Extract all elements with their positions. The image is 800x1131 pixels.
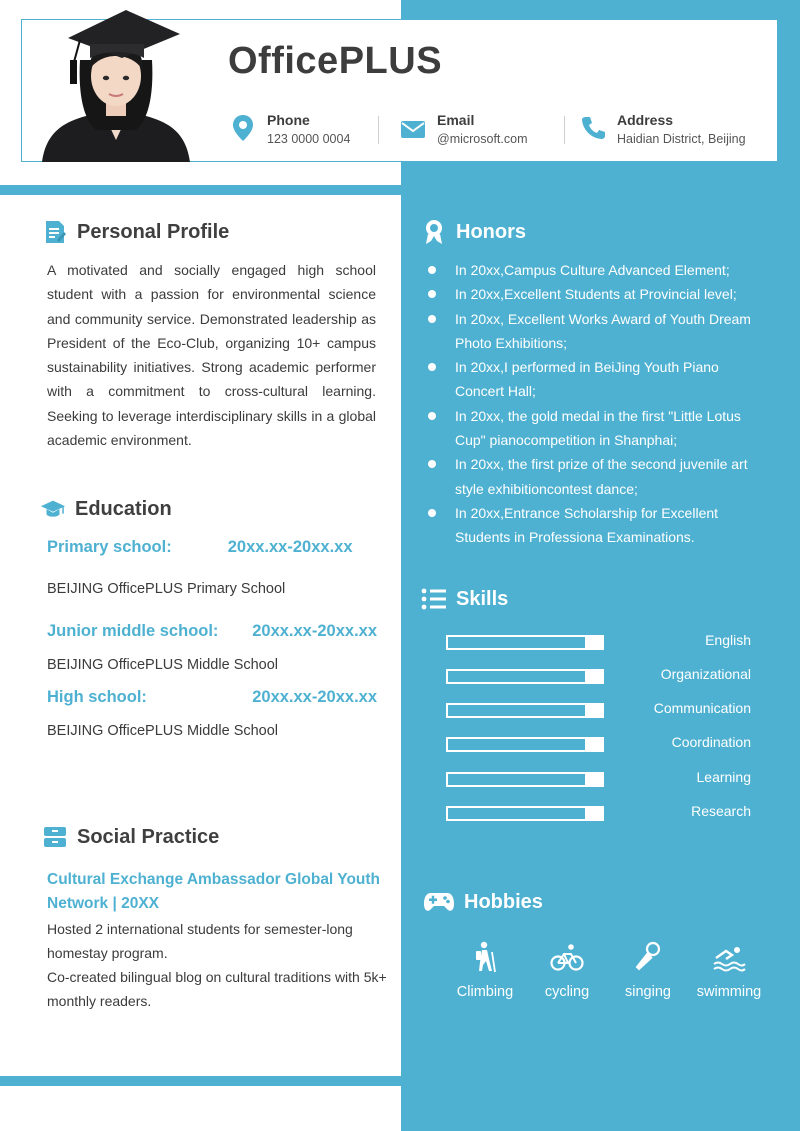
hobby-label: singing	[625, 984, 671, 1000]
skill-row	[446, 734, 751, 753]
contact-label: Address	[617, 112, 674, 128]
section-title-text: Hobbies	[464, 890, 543, 913]
hobby-label: swimming	[696, 984, 762, 1000]
bicycle-icon	[550, 940, 584, 974]
gamepad-icon	[423, 889, 455, 915]
section-title-text: Education	[75, 497, 172, 520]
microphone-icon	[631, 940, 665, 974]
document-icon	[42, 219, 68, 245]
education-level: Junior middle school:	[47, 622, 219, 640]
profile-photo	[40, 0, 192, 162]
skill-name: Organizational	[660, 666, 751, 682]
contact-value: 123 0000 0004	[267, 132, 351, 146]
resume-name: OfficePLUS	[228, 40, 443, 82]
skill-name: Learning	[696, 769, 751, 785]
skill-row	[446, 769, 751, 788]
skill-bar-fill	[448, 671, 585, 682]
skill-row	[446, 803, 751, 822]
hobby-item	[688, 940, 770, 1000]
education-level: High school:	[47, 688, 147, 706]
skill-bar-fill	[448, 774, 585, 785]
section-title-profile	[42, 219, 229, 245]
profile-paragraph: A motivated and socially engaged high school student with a passion for environmental science and community service. Demonstrated leadership as President of the Eco-Club, organizing 10+ campus sustainability initiatives. Strong academic performer with a commitment to cross-cultural learning. Seeking to leverage interdisciplinary skills in a global academic environment.	[47, 262, 376, 449]
list-item: In 20xx, the first prize of the second juvenile art style exhibitioncontest dance;	[425, 452, 770, 501]
hobby-label: Climbing	[456, 984, 514, 1000]
skill-bar	[446, 703, 604, 718]
graduation-cap-icon	[40, 496, 66, 522]
contact-phone	[230, 112, 370, 152]
section-title-honors	[421, 219, 526, 245]
section-title-skills	[421, 586, 508, 612]
phone-icon	[580, 114, 606, 142]
skill-row	[446, 632, 751, 651]
mail-icon	[400, 114, 426, 142]
section-title-text: Personal Profile	[77, 220, 230, 243]
skill-bar-fill	[448, 739, 585, 750]
skill-bar-fill	[448, 808, 585, 819]
contact-label: Phone	[267, 112, 310, 128]
list-item: In 20xx, the gold medal in the first "Little Lotus Cup" pianocompetition in Shanphai;	[425, 404, 770, 453]
skill-bar-fill	[448, 637, 585, 648]
skill-bar	[446, 806, 604, 821]
skill-bar	[446, 635, 604, 650]
skill-bar	[446, 669, 604, 684]
education-dates: 20xx.xx-20xx.xx	[227, 538, 353, 556]
education-level: Primary school:	[47, 538, 172, 556]
list-item: In 20xx,Entrance Scholarship for Excellent Students in Professiona Examinations.	[425, 501, 770, 550]
section-title-text: Social Practice	[77, 825, 220, 848]
contact-address	[580, 112, 770, 152]
list-item: In 20xx, Excellent Works Award of Youth Dream Photo Exhibitions;	[425, 307, 770, 356]
skill-bar-fill	[448, 705, 585, 716]
contact-email	[400, 112, 560, 152]
list-item: In 20xx,Campus Culture Advanced Element;	[425, 258, 770, 282]
social-role: Cultural Exchange Ambassador Global Youth Network | 20XX	[47, 871, 381, 912]
cabinet-icon	[42, 824, 68, 850]
skill-name: Communication	[653, 700, 751, 716]
education-dates: 20xx.xx-20xx.xx	[252, 688, 377, 706]
left-bottom-stripe	[0, 1076, 401, 1086]
hiking-icon	[468, 940, 502, 974]
section-title-education	[40, 496, 172, 522]
skill-name: English	[705, 632, 751, 648]
list-icon	[421, 586, 447, 612]
section-title-text: Honors	[456, 220, 526, 243]
skill-name: Research	[691, 803, 751, 819]
swimmer-icon	[712, 940, 746, 974]
list-item: In 20xx,Excellent Students at Provincial level;	[425, 282, 770, 306]
education-entry-header	[47, 622, 377, 641]
education-dates: 20xx.xx-20xx.xx	[252, 622, 377, 640]
contact-label: Email	[437, 112, 475, 128]
location-pin-icon	[230, 114, 256, 142]
education-school: BEIJING OfficePLUS Middle School	[47, 657, 279, 673]
education-school: BEIJING OfficePLUS Middle School	[47, 723, 279, 739]
social-line: Co-created bilingual blog on cultural traditions with 5k+ monthly readers.	[47, 969, 387, 1010]
hobby-item	[607, 940, 689, 1000]
award-ribbon-icon	[421, 219, 447, 245]
contact-divider	[564, 116, 565, 144]
hobby-item	[444, 940, 526, 1000]
contact-value: Haidian District, Beijing	[617, 132, 746, 146]
skill-bar	[446, 737, 604, 752]
education-entry-header	[47, 538, 377, 557]
section-title-hobbies	[423, 889, 543, 915]
contact-divider	[378, 116, 379, 144]
left-top-stripe	[0, 185, 401, 195]
hobby-label: cycling	[544, 984, 590, 1000]
education-school: BEIJING OfficePLUS Primary School	[47, 581, 286, 597]
social-line: Hosted 2 international students for semester-long homestay program.	[47, 921, 353, 962]
education-entry-header	[47, 688, 377, 707]
list-item: In 20xx,I performed in BeiJing Youth Piano Concert Hall;	[425, 355, 770, 404]
skill-row	[446, 700, 751, 719]
skill-bar	[446, 772, 604, 787]
hobby-item	[526, 940, 608, 1000]
section-title-text: Skills	[456, 587, 509, 610]
honors-list	[425, 258, 770, 550]
section-title-social	[42, 824, 219, 850]
skill-row	[446, 666, 751, 685]
contact-value: @microsoft.com	[437, 132, 528, 146]
skill-name: Coordination	[671, 734, 751, 750]
